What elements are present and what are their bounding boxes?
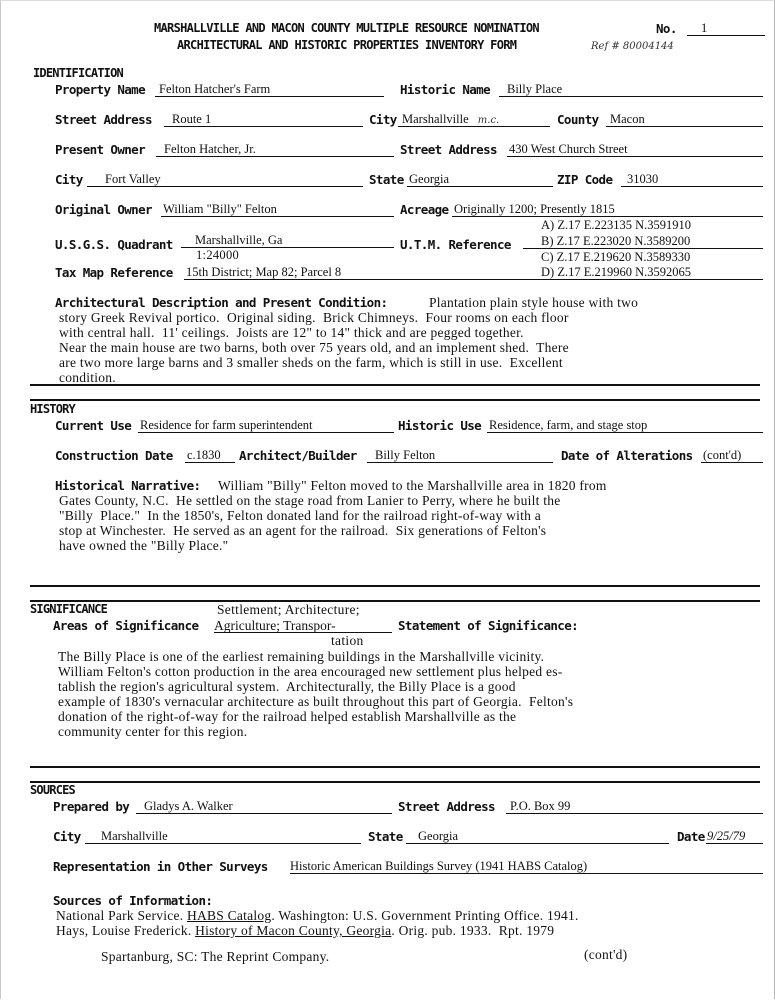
preparer-city-label: City xyxy=(53,829,81,844)
present-owner-field[interactable]: Felton Hatcher, Jr. xyxy=(156,142,394,157)
preparer-street-address-label: Street Address xyxy=(398,799,495,814)
usgs-quadrant-scale: 1:24000 xyxy=(196,248,240,262)
architectural-description-line2: story Greek Revival portico. Original siding. Brick Chimneys. Four rooms on each floor xyxy=(59,310,569,325)
significance-statement-line6: community center for this region. xyxy=(58,724,248,739)
architectural-description-line3: with central hall. 11' ceilings. Joists are 12" to 14" thick and are pegged together. xyxy=(59,325,524,340)
zip-code-label: ZIP Code xyxy=(557,172,613,187)
historical-narrative-line3: "Billy Place." In the 1850's, Felton donated land for the railroad right-of-way with a xyxy=(59,508,541,523)
significance-statement-line3: tablish the region's agricultural system. Architecturally, the Billy Place is a good xyxy=(58,679,516,694)
reference-1-title: HABS Catalog xyxy=(186,908,272,923)
city-field[interactable] xyxy=(398,112,550,127)
historic-name-label: Historic Name xyxy=(400,82,491,97)
owner-state-field[interactable]: Georgia xyxy=(407,172,553,187)
original-owner-label: Original Owner xyxy=(55,202,152,217)
tax-map-reference-field[interactable]: 15th District; Map 82; Parcel 8 xyxy=(184,265,524,280)
architect-builder-field[interactable]: Billy Felton xyxy=(367,448,553,463)
section-divider xyxy=(30,384,760,386)
construction-date-field[interactable]: c.1830 xyxy=(185,448,235,463)
utm-d-field[interactable]: D) Z.17 E.219960 N.3592065 xyxy=(523,265,763,280)
street-address-field[interactable]: Route 1 xyxy=(164,112,363,127)
architectural-description-line5: are two more large barns and 3 smaller sheds on the farm, which is still in use. Excellent xyxy=(59,355,563,370)
construction-date-label: Construction Date xyxy=(55,448,173,463)
sources-of-information-label: Sources of Information: xyxy=(53,893,213,908)
owner-street-address-label: Street Address xyxy=(400,142,497,157)
section-significance-heading: SIGNIFICANCE xyxy=(30,602,108,616)
county-label: County xyxy=(557,112,599,127)
historical-narrative-line4: stop at Winchester. He served as an agent for the railroad. Six generations of Felton's xyxy=(59,523,547,538)
section-divider xyxy=(30,585,760,587)
property-name-label: Property Name xyxy=(55,82,146,97)
architectural-description-line4: Near the main house are two barns, both over 75 years old, and an implement shed. There xyxy=(59,340,569,355)
other-surveys-label: Representation in Other Surveys xyxy=(53,859,268,874)
architectural-description-line6: condition. xyxy=(59,370,116,385)
date-field[interactable]: 9/25/79 xyxy=(706,829,763,844)
source-reference-2 xyxy=(56,923,554,938)
usgs-quadrant-label: U.S.G.S. Quadrant xyxy=(55,237,173,252)
section-divider xyxy=(30,399,760,401)
architectural-description-label: Architectural Description and Present Condition: xyxy=(55,295,388,310)
owner-street-address-field[interactable]: 430 West Church Street xyxy=(507,142,763,157)
historical-narrative-line5: have owned the "Billy Place." xyxy=(59,538,229,553)
historic-use-field[interactable]: Residence, farm, and stage stop xyxy=(487,418,763,433)
form-number-label: No. xyxy=(656,21,677,36)
historical-narrative-line1: William "Billy" Felton moved to the Marshallville area in 1820 from xyxy=(218,478,607,493)
significance-statement-line5: donation of the right-of-way for the railroad helped establish Marshallville as the xyxy=(58,709,517,724)
source-reference-2-continued: Spartanburg, SC: The Reprint Company. xyxy=(101,949,330,964)
current-use-field[interactable]: Residence for farm superintendent xyxy=(138,418,394,433)
historic-use-label: Historic Use xyxy=(398,418,482,433)
source-reference-1 xyxy=(56,908,579,923)
original-owner-field[interactable]: William "Billy" Felton xyxy=(161,202,394,217)
prepared-by-field[interactable]: Gladys A. Walker xyxy=(136,799,392,814)
zip-code-field[interactable]: 31030 xyxy=(621,172,763,187)
continued-note: (cont'd) xyxy=(584,947,628,962)
significance-statement-line2: William Felton's cotton production in the area encouraged new settlement plus helped es- xyxy=(58,664,563,679)
other-surveys-field[interactable]: Historic American Buildings Survey (1941 HABS Catalog) xyxy=(290,859,763,874)
areas-of-significance-line1: Settlement; Architecture; xyxy=(217,602,360,617)
reference-2-title: History of Macon County, Georgia xyxy=(195,923,392,938)
city-value: Marshallville xyxy=(402,112,469,126)
preparer-street-address-field[interactable]: P.O. Box 99 xyxy=(506,799,763,814)
county-field[interactable]: Macon xyxy=(606,112,763,127)
owner-city-field[interactable]: Fort Valley xyxy=(87,172,363,187)
utm-b-field[interactable]: B) Z.17 E.223020 N.3589200 xyxy=(523,234,763,249)
preparer-city-field[interactable]: Marshallville xyxy=(85,829,361,844)
utm-c-field[interactable]: C) Z.17 E.219620 N.3589330 xyxy=(541,250,691,264)
form-title-line2: ARCHITECTURAL AND HISTORIC PROPERTIES INVENTORY FORM xyxy=(177,38,517,52)
current-use-label: Current Use xyxy=(55,418,132,433)
city-handwritten-note: m.c. xyxy=(477,115,500,126)
city-label: City xyxy=(369,112,397,127)
utm-a-field[interactable]: A) Z.17 E.223135 N.3591910 xyxy=(541,218,691,232)
reference-1-publisher: . Washington: U.S. Government Printing Office. 1941. xyxy=(271,908,579,923)
preparer-state-field[interactable]: Georgia xyxy=(406,829,669,844)
utm-reference-label: U.T.M. Reference xyxy=(400,237,511,252)
date-of-alterations-label: Date of Alterations xyxy=(561,448,693,463)
prepared-by-label: Prepared by xyxy=(53,799,130,814)
areas-of-significance-label: Areas of Significance xyxy=(53,618,199,633)
areas-of-significance-field[interactable]: Agriculture; Transpor- xyxy=(214,618,392,633)
significance-statement-line4: example of 1830's vernacular architecture as built throughout this part of Georgia. Felton's xyxy=(58,694,574,709)
significance-statement-line1: The Billy Place is one of the earliest remaining buildings in the Marshallville vicinity. xyxy=(58,649,545,664)
handwritten-reference: Ref # 80004144 xyxy=(591,41,674,52)
form-title-line1: MARSHALLVILLE AND MACON COUNTY MULTIPLE RESOURCE NOMINATION xyxy=(154,21,539,35)
tax-map-reference-label: Tax Map Reference xyxy=(55,265,173,280)
property-name-field[interactable]: Felton Hatcher's Farm xyxy=(155,82,384,97)
section-divider xyxy=(30,781,760,783)
usgs-quadrant-field[interactable]: Marshallville, Ga xyxy=(181,233,394,248)
present-owner-label: Present Owner xyxy=(55,142,146,157)
owner-state-label: State xyxy=(369,172,404,187)
date-label: Date xyxy=(677,829,705,844)
preparer-state-label: State xyxy=(368,829,403,844)
date-of-alterations-field[interactable]: (cont'd) xyxy=(701,448,763,463)
section-divider xyxy=(30,600,760,602)
section-sources-heading: SOURCES xyxy=(30,783,75,797)
street-address-label: Street Address xyxy=(55,112,152,127)
statement-of-significance-label: Statement of Significance: xyxy=(398,618,579,633)
areas-of-significance-line3: tation xyxy=(331,633,364,648)
section-history-heading: HISTORY xyxy=(30,402,75,416)
section-identification-heading: IDENTIFICATION xyxy=(33,66,123,80)
historical-narrative-label: Historical Narrative: xyxy=(55,478,201,493)
historic-name-field[interactable]: Billy Place xyxy=(499,82,763,97)
acreage-field[interactable]: Originally 1200; Presently 1815 xyxy=(452,202,763,217)
reference-1-author: National Park Service. xyxy=(56,908,187,923)
reference-2-author: Hays, Louise Frederick. xyxy=(56,923,196,938)
historical-narrative-line2: Gates County, N.C. He settled on the stage road from Lanier to Perry, where he built the xyxy=(59,493,561,508)
owner-city-label: City xyxy=(55,172,83,187)
section-divider xyxy=(30,766,760,768)
architectural-description-line1: Plantation plain style house with two xyxy=(429,295,639,310)
architect-builder-label: Architect/Builder xyxy=(239,448,357,463)
acreage-label: Acreage xyxy=(400,202,449,217)
reference-2-publication: . Orig. pub. 1933. Rpt. 1979 xyxy=(391,923,555,938)
form-number-field[interactable]: 1 xyxy=(687,21,765,36)
